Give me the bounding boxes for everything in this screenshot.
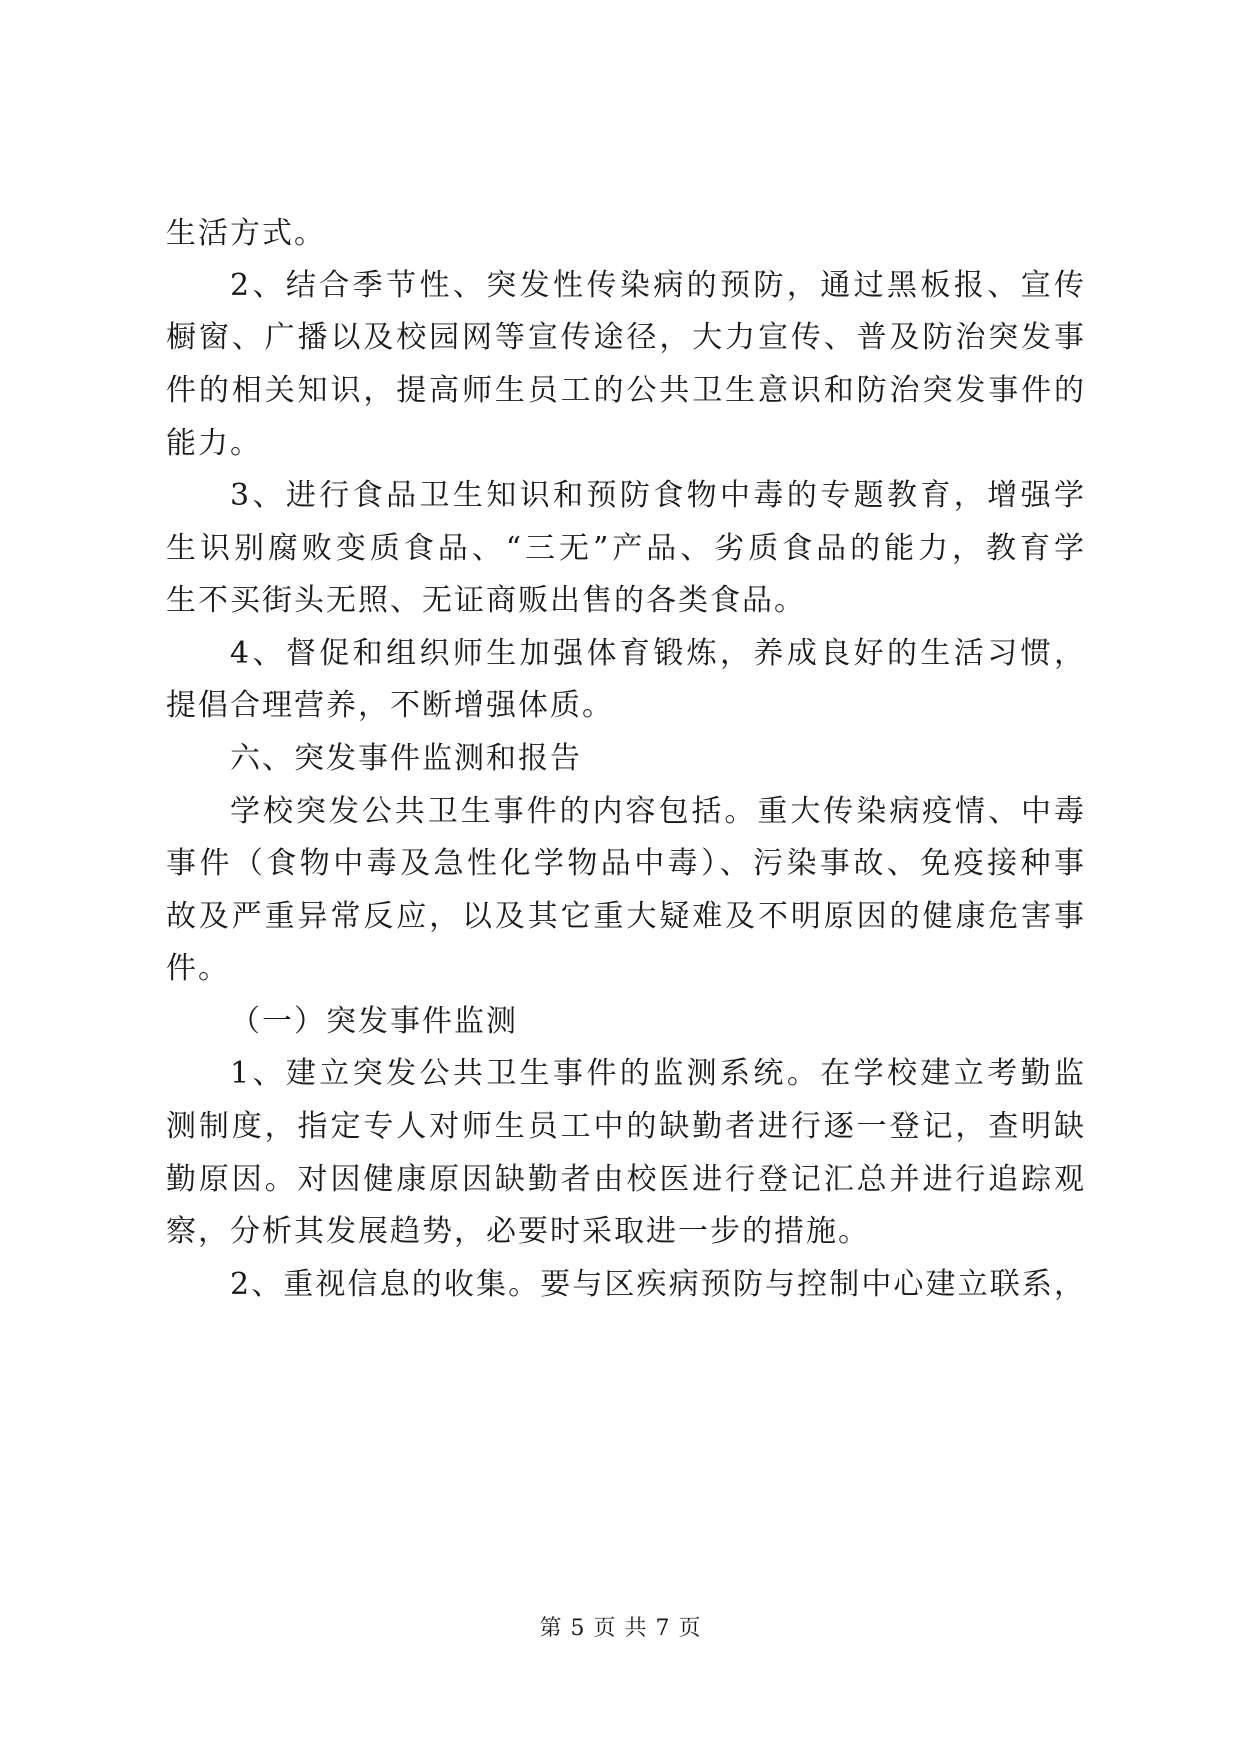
text-line: 能力。 bbox=[166, 426, 262, 461]
text-line: 件。 bbox=[166, 951, 230, 986]
text-line: 提倡合理营养，不断增强体质。 bbox=[166, 688, 614, 723]
subsection-heading: （一）突发事件监测 bbox=[230, 1004, 518, 1039]
text-line: 测制度，指定专人对师生员工中的缺勤者进行逐一登记，查明缺 bbox=[166, 1109, 1084, 1144]
text-line: 察，分析其发展趋势，必要时采取进一步的措施。 bbox=[166, 1214, 870, 1249]
text-line: 学校突发公共卫生事件的内容包括。重大传染病疫情、中毒 bbox=[230, 794, 1084, 829]
text-line: 橱窗、广播以及校园网等宣传途径，大力宣传、普及防治突发事 bbox=[166, 320, 1084, 355]
text-line: 故及严重异常反应，以及其它重大疑难及不明原因的健康危害事 bbox=[166, 899, 1084, 934]
text-line: 1、建立突发公共卫生事件的监测系统。在学校建立考勤监 bbox=[230, 1056, 1084, 1091]
text-line: 件的相关知识，提高师生员工的公共卫生意识和防治突发事件的 bbox=[166, 373, 1084, 408]
text-line: 2、结合季节性、突发性传染病的预防，通过黑板报、宣传 bbox=[230, 268, 1084, 303]
page-number-footer: 第 5 页 共 7 页 bbox=[539, 1616, 702, 1641]
text-line: 3、进行食品卫生知识和预防食物中毒的专题教育，增强学 bbox=[230, 478, 1084, 513]
text-line: 2、重视信息的收集。要与区疾病预防与控制中心建立联系， bbox=[230, 1267, 1084, 1302]
text-line: 勤原因。对因健康原因缺勤者由校医进行登记汇总并进行追踪观 bbox=[166, 1162, 1084, 1197]
text-line: 事件（食物中毒及急性化学物品中毒）、污染事故、免疫接种事 bbox=[166, 846, 1084, 881]
text-line: 生不买街头无照、无证商贩出售的各类食品。 bbox=[166, 583, 806, 618]
text-line: 生活方式。 bbox=[166, 216, 326, 251]
section-heading: 六、突发事件监测和报告 bbox=[230, 741, 582, 776]
text-line: 4、督促和组织师生加强体育锻炼，养成良好的生活习惯， bbox=[230, 636, 1084, 671]
text-line: 生识别腐败变质食品、“三无”产品、劣质食品的能力，教育学 bbox=[166, 531, 1084, 566]
